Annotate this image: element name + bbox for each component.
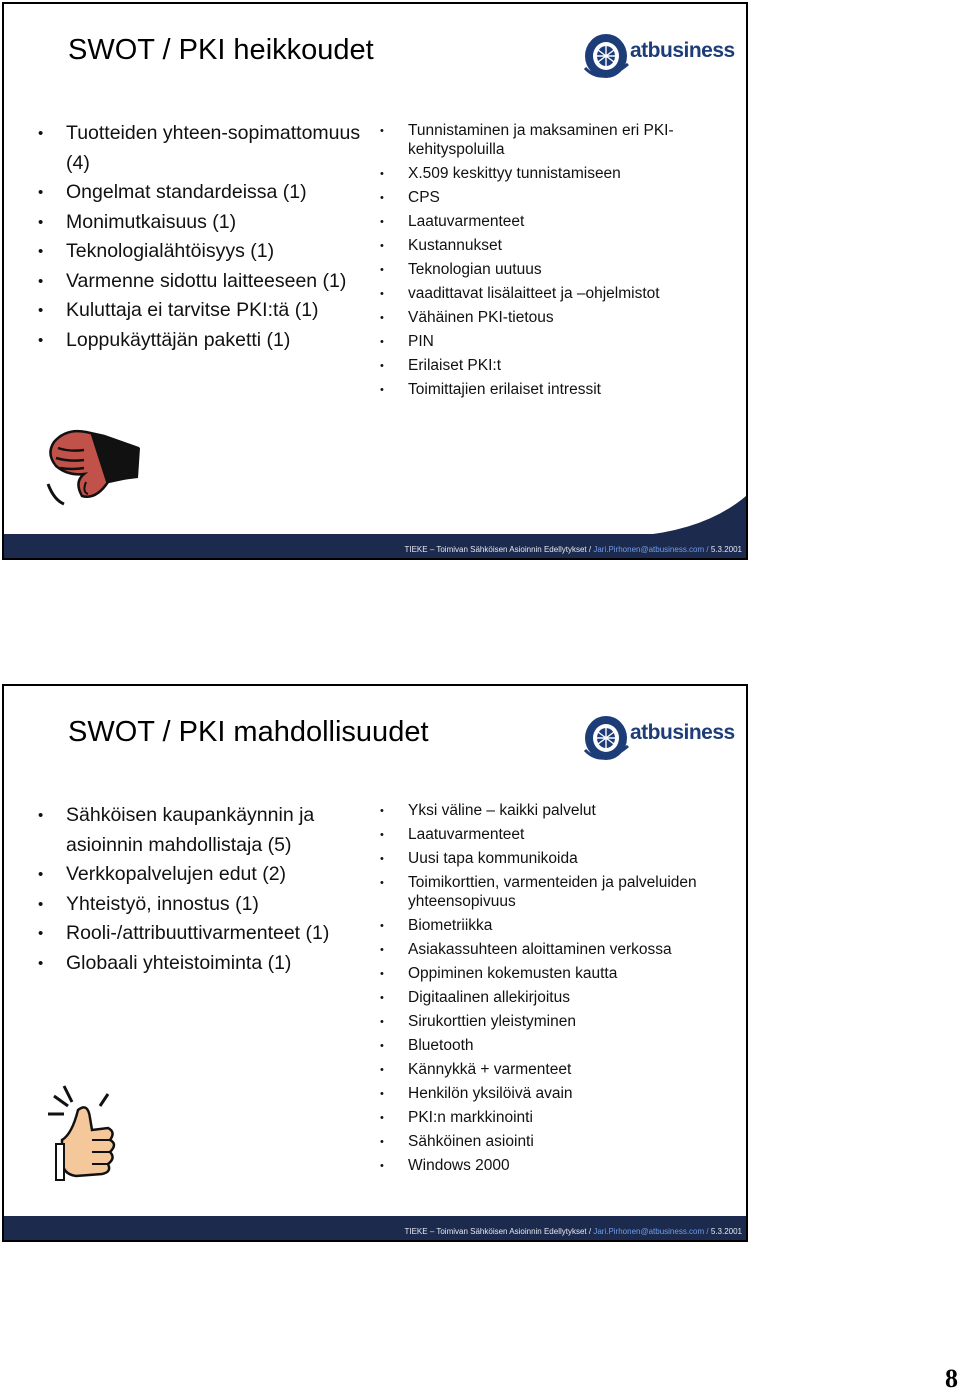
list-item: • Tunnistaminen ja maksaminen eri PKI-kehityspoluilla xyxy=(380,122,725,159)
list-item: • Windows 2000 xyxy=(380,1157,725,1176)
left-bullet-list xyxy=(38,801,378,978)
footer-date: 5.3.2001 xyxy=(708,1227,742,1236)
list-item: • Digitaalinen allekirjoitus xyxy=(380,989,725,1008)
footer-text xyxy=(404,1227,742,1236)
thumbs-down-icon xyxy=(44,422,146,506)
list-item: • Toimittajien erilaiset intressit xyxy=(380,381,725,400)
list-item: • Varmenne sidottu laitteeseen (1) xyxy=(38,267,378,297)
list-item: • PKI:n markkinointi xyxy=(380,1109,725,1128)
thumbs-up-icon xyxy=(48,1084,128,1188)
list-item: • vaadittavat lisälaitteet ja –ohjelmistot xyxy=(380,285,725,304)
slide-title: SWOT / PKI mahdollisuudet xyxy=(68,716,429,748)
list-item: • Teknologian uutuus xyxy=(380,261,725,280)
slide-opportunities xyxy=(2,684,748,1242)
list-item: • Sirukorttien yleistyminen xyxy=(380,1013,725,1032)
list-item: • Yhteistyö, innostus (1) xyxy=(38,890,378,920)
page-number: 8 xyxy=(945,1364,958,1393)
list-item: • PIN xyxy=(380,333,725,352)
slide-title: SWOT / PKI heikkoudet xyxy=(68,34,374,66)
footer-bar xyxy=(4,1216,746,1240)
footer-text xyxy=(404,545,742,554)
logo-text: atbusiness xyxy=(630,721,735,744)
list-item: • Loppukäyttäjän paketti (1) xyxy=(38,326,378,356)
footer-bar xyxy=(4,534,746,558)
list-item: • CPS xyxy=(380,189,725,208)
list-item: • Henkilön yksilöivä avain xyxy=(380,1085,725,1104)
list-item: • Oppiminen kokemusten kautta xyxy=(380,965,725,984)
list-item: • Laatuvarmenteet xyxy=(380,213,725,232)
list-item: • Tuotteiden yhteen-sopimattomuus (4) xyxy=(38,119,378,178)
list-item: • Monimutkaisuus (1) xyxy=(38,208,378,238)
footer-email: Jari.Pirhonen@atbusiness.com / xyxy=(593,1227,709,1236)
atbusiness-logo xyxy=(582,28,735,84)
footer-email: Jari.Pirhonen@atbusiness.com / xyxy=(593,545,709,554)
list-item: • Yksi väline – kaikki palvelut xyxy=(380,802,725,821)
atbusiness-logo xyxy=(582,710,735,766)
right-bullet-list xyxy=(380,122,725,405)
list-item: • Ongelmat standardeissa (1) xyxy=(38,178,378,208)
list-item: • Erilaiset PKI:t xyxy=(380,357,725,376)
list-item: • Sähköisen kaupankäynnin ja asioinnin mahdollistaja (5) xyxy=(38,801,378,860)
list-item: • Laatuvarmenteet xyxy=(380,826,725,845)
footer-wave xyxy=(636,496,746,536)
footer-prefix: TIEKE – Toimivan Sähköisen Asioinnin Edellytykset / xyxy=(404,545,594,554)
list-item: • Kännykkä + varmenteet xyxy=(380,1061,725,1080)
list-item: • X.509 keskittyy tunnistamiseen xyxy=(380,165,725,184)
list-item: • Kustannukset xyxy=(380,237,725,256)
right-bullet-list xyxy=(380,802,725,1181)
slide-weaknesses xyxy=(2,2,748,560)
list-item: • Kuluttaja ei tarvitse PKI:tä (1) xyxy=(38,296,378,326)
footer-date: 5.3.2001 xyxy=(708,545,742,554)
list-item: • Vähäinen PKI-tietous xyxy=(380,309,725,328)
left-bullet-list xyxy=(38,119,378,355)
list-item: • Asiakassuhteen aloittaminen verkossa xyxy=(380,941,725,960)
list-item: • Globaali yhteistoiminta (1) xyxy=(38,949,378,979)
list-item: • Toimikorttien, varmenteiden ja palveluiden yhteensopivuus xyxy=(380,874,725,911)
list-item: • Sähköinen asiointi xyxy=(380,1133,725,1152)
list-item: • Verkkopalvelujen edut (2) xyxy=(38,860,378,890)
list-item: • Bluetooth xyxy=(380,1037,725,1056)
footer-prefix: TIEKE – Toimivan Sähköisen Asioinnin Edellytykset / xyxy=(404,1227,594,1236)
list-item: • Uusi tapa kommunikoida xyxy=(380,850,725,869)
logo-text: atbusiness xyxy=(630,39,735,62)
list-item: • Biometriikka xyxy=(380,917,725,936)
list-item: • Teknologialähtöisyys (1) xyxy=(38,237,378,267)
list-item: • Rooli-/attribuuttivarmenteet (1) xyxy=(38,919,378,949)
